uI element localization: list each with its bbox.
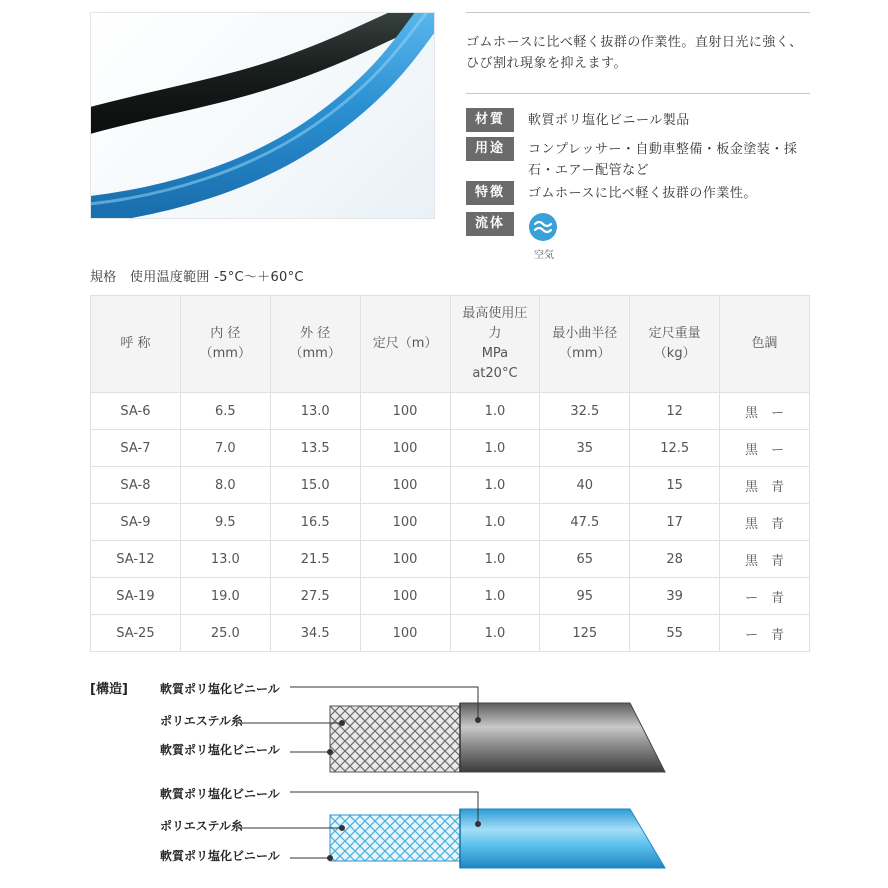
structure-section-label: [構造] (90, 682, 128, 697)
cell-weight: 55 (630, 615, 720, 652)
header-inner-diameter: 内 径 （mm） (180, 296, 270, 393)
cell-max-pressure: 1.0 (450, 541, 540, 578)
top-divider (466, 12, 810, 13)
cell-length: 100 (360, 504, 450, 541)
table-row (91, 578, 810, 615)
air-icon (528, 212, 558, 242)
cell-inner-diameter: 7.0 (180, 430, 270, 467)
cell-designation: SA-12 (91, 541, 181, 578)
cell-max-pressure: 1.0 (450, 393, 540, 430)
intro-text: ゴムホースに比べ軽く抜群の作業性。直射日光に強く、ひび割れ現象を抑えます。 (466, 35, 803, 71)
cell-min-bend-radius: 35 (540, 430, 630, 467)
cell-color: 黒 青 (720, 504, 810, 541)
table-header-row (91, 296, 810, 393)
cell-designation: SA-19 (91, 578, 181, 615)
header-min-bend-radius: 最小曲半径 （mm） (540, 296, 630, 393)
table-row (91, 393, 810, 430)
header-designation: 呼 称 (91, 296, 181, 393)
mid-divider (466, 93, 810, 94)
cell-length: 100 (360, 578, 450, 615)
feature-value: ゴムホースに比べ軽く抜群の作業性。 (528, 186, 757, 201)
cell-inner-diameter: 8.0 (180, 467, 270, 504)
cell-inner-diameter: 13.0 (180, 541, 270, 578)
cell-outer-diameter: 21.5 (270, 541, 360, 578)
cell-length: 100 (360, 393, 450, 430)
spec-title: 規格 使用温度範囲 -5°C～＋60°C (90, 270, 304, 285)
cell-color: 黒 ー (720, 430, 810, 467)
cell-inner-diameter: 6.5 (180, 393, 270, 430)
cell-length: 100 (360, 430, 450, 467)
blue-outer-label: 軟質ポリ塩化ビニール (160, 787, 280, 801)
cell-outer-diameter: 34.5 (270, 615, 360, 652)
blue-hose-cross-section (330, 809, 665, 868)
black-mid-label: ポリエステル糸 (160, 714, 243, 728)
header-weight: 定尺重量 （kg） (630, 296, 720, 393)
cell-min-bend-radius: 47.5 (540, 504, 630, 541)
structure-diagram (90, 676, 690, 888)
cell-max-pressure: 1.0 (450, 578, 540, 615)
cell-inner-diameter: 25.0 (180, 615, 270, 652)
cell-min-bend-radius: 32.5 (540, 393, 630, 430)
black-outer-label: 軟質ポリ塩化ビニール (160, 682, 280, 696)
cell-max-pressure: 1.0 (450, 467, 540, 504)
cell-min-bend-radius: 95 (540, 578, 630, 615)
cell-outer-diameter: 27.5 (270, 578, 360, 615)
header-length: 定尺（m） (360, 296, 450, 393)
usage-value: コンプレッサー・自動車整備・板金塗装・採石・エアー配管など (528, 142, 798, 178)
usage-tag: 用途 (466, 137, 514, 161)
header-outer-diameter: 外 径 （mm） (270, 296, 360, 393)
hose-image (91, 13, 435, 219)
fluid-tag: 流体 (466, 212, 514, 236)
cell-length: 100 (360, 467, 450, 504)
cell-color: 黒 ー (720, 393, 810, 430)
header-max-pressure: 最高使用圧 力 MPa at20°C (450, 296, 540, 393)
table-row (91, 541, 810, 578)
blue-mid-label: ポリエステル糸 (160, 819, 243, 833)
cell-max-pressure: 1.0 (450, 504, 540, 541)
spec-table-body (91, 393, 810, 652)
cell-max-pressure: 1.0 (450, 615, 540, 652)
cell-color: 黒 青 (720, 541, 810, 578)
cell-min-bend-radius: 65 (540, 541, 630, 578)
black-hose-cross-section (330, 703, 665, 772)
cell-outer-diameter: 13.0 (270, 393, 360, 430)
cell-designation: SA-9 (91, 504, 181, 541)
cell-max-pressure: 1.0 (450, 430, 540, 467)
cell-outer-diameter: 15.0 (270, 467, 360, 504)
cell-weight: 12 (630, 393, 720, 430)
cell-inner-diameter: 19.0 (180, 578, 270, 615)
table-row (91, 615, 810, 652)
structure-drawing (90, 676, 690, 888)
table-row (91, 467, 810, 504)
cell-weight: 15 (630, 467, 720, 504)
cell-designation: SA-6 (91, 393, 181, 430)
table-row (91, 430, 810, 467)
cell-inner-diameter: 9.5 (180, 504, 270, 541)
cell-designation: SA-25 (91, 615, 181, 652)
cell-weight: 28 (630, 541, 720, 578)
cell-outer-diameter: 16.5 (270, 504, 360, 541)
cell-designation: SA-7 (91, 430, 181, 467)
cell-weight: 39 (630, 578, 720, 615)
cell-weight: 12.5 (630, 430, 720, 467)
material-tag: 材質 (466, 108, 514, 132)
header-color: 色調 (720, 296, 810, 393)
black-inner-label: 軟質ポリ塩化ビニール (160, 743, 280, 757)
cell-color: ー 青 (720, 615, 810, 652)
cell-color: 黒 青 (720, 467, 810, 504)
air-label: 空気 (534, 250, 554, 261)
spec-table (90, 295, 810, 652)
cell-min-bend-radius: 40 (540, 467, 630, 504)
cell-min-bend-radius: 125 (540, 615, 630, 652)
product-photo (90, 12, 435, 219)
feature-tag: 特徴 (466, 181, 514, 205)
cell-designation: SA-8 (91, 467, 181, 504)
cell-color: ー 青 (720, 578, 810, 615)
cell-length: 100 (360, 541, 450, 578)
cell-outer-diameter: 13.5 (270, 430, 360, 467)
blue-inner-label: 軟質ポリ塩化ビニール (160, 849, 280, 863)
material-value: 軟質ポリ塩化ビニール製品 (528, 113, 690, 128)
cell-weight: 17 (630, 504, 720, 541)
cell-length: 100 (360, 615, 450, 652)
table-row (91, 504, 810, 541)
